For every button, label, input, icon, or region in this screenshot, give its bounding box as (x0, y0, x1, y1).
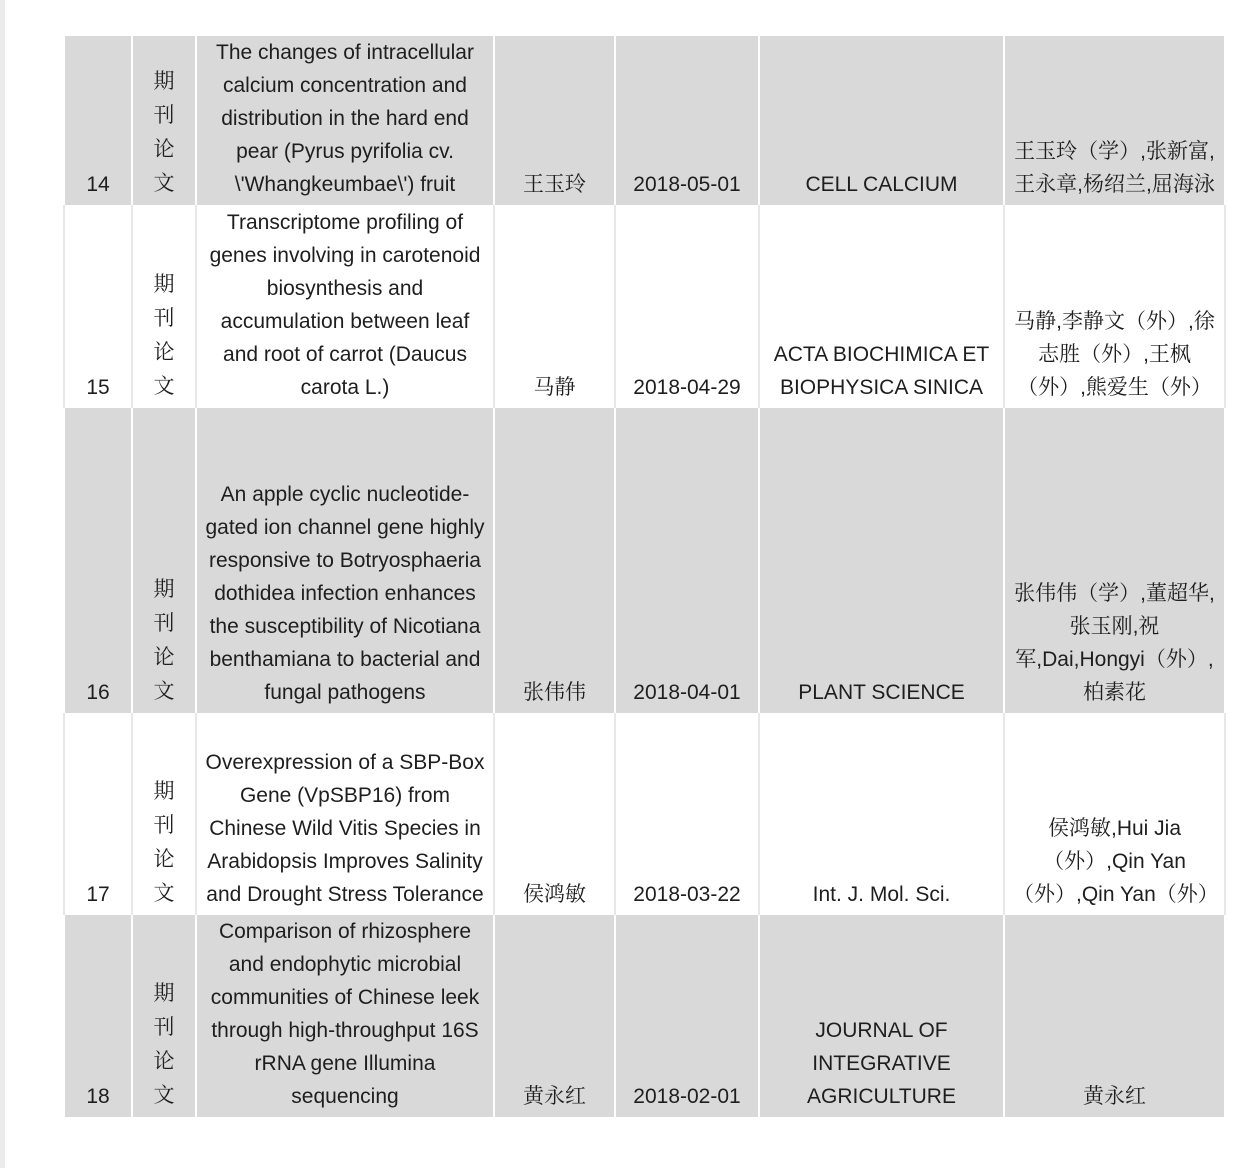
publication-type-label: 期刊论文 (153, 780, 175, 905)
first-author-cell: 张伟伟 (494, 408, 615, 713)
first-author-cell: 王玉玲 (494, 36, 615, 205)
first-author-cell: 侯鸿敏 (494, 713, 615, 915)
publications-table-body (64, 36, 1225, 1117)
journal-name-cell: JOURNAL OF INTEGRATIVE AGRICULTURE (759, 915, 1004, 1117)
publication-type-label: 期刊论文 (153, 982, 175, 1107)
journal-name-cell: CELL CALCIUM (759, 36, 1004, 205)
publication-type-cell (132, 36, 196, 205)
publication-date-cell: 2018-02-01 (615, 915, 759, 1117)
row-number-cell: 18 (64, 915, 132, 1117)
authors-list-cell: 黄永红 (1004, 915, 1225, 1117)
publication-type-cell (132, 915, 196, 1117)
row-number-cell: 15 (64, 205, 132, 408)
publication-date-cell: 2018-04-29 (615, 205, 759, 408)
publication-title-cell: An apple cyclic nucleotide-gated ion channel gene highly responsive to Botryosphaeria dothidea infection enhances the susceptibility of Nicotiana benthamiana to bacterial and fungal pathogens (196, 408, 494, 713)
publication-title-cell: The changes of intracellular calcium concentration and distribution in the hard end pear (Pyrus pyrifolia cv. \'Whangkeumbae\') fruit (196, 36, 494, 205)
authors-list-cell: 王玉玲（学）,张新富,王永章,杨绍兰,屈海泳 (1004, 36, 1225, 205)
publication-type-cell (132, 205, 196, 408)
publication-title-cell: Transcriptome profiling of genes involving in carotenoid biosynthesis and accumulation between leaf and root of carrot (Daucus carota L.) (196, 205, 494, 408)
publication-type-label: 期刊论文 (153, 273, 175, 398)
publication-type-cell (132, 408, 196, 713)
table-row (64, 713, 1225, 915)
publication-type-label: 期刊论文 (153, 70, 175, 195)
journal-name-cell: Int. J. Mol. Sci. (759, 713, 1004, 915)
row-number-cell: 14 (64, 36, 132, 205)
authors-list-cell: 侯鸿敏,Hui Jia（外）,Qin Yan（外）,Qin Yan（外） (1004, 713, 1225, 915)
table-row (64, 408, 1225, 713)
publications-table (63, 36, 1226, 1117)
authors-list-cell: 马静,李静文（外）,徐志胜（外）,王枫（外）,熊爱生（外） (1004, 205, 1225, 408)
publication-date-cell: 2018-04-01 (615, 408, 759, 713)
authors-list-cell: 张伟伟（学）,董超华,张玉刚,祝军,Dai,Hongyi（外）,柏素花 (1004, 408, 1225, 713)
first-author-cell: 马静 (494, 205, 615, 408)
publications-table-wrap (63, 36, 1224, 1117)
table-row (64, 36, 1225, 205)
row-number-cell: 17 (64, 713, 132, 915)
journal-name-cell: ACTA BIOCHIMICA ET BIOPHYSICA SINICA (759, 205, 1004, 408)
publication-type-label: 期刊论文 (153, 578, 175, 703)
journal-name-cell: PLANT SCIENCE (759, 408, 1004, 713)
publication-title-cell: Overexpression of a SBP-Box Gene (VpSBP16) from Chinese Wild Vitis Species in Arabidopsis Improves Salinity and Drought Stress Tolerance (196, 713, 494, 915)
publication-title-cell: Comparison of rhizosphere and endophytic microbial communities of Chinese leek through high-throughput 16S rRNA gene Illumina sequencing (196, 915, 494, 1117)
table-row (64, 915, 1225, 1117)
publication-date-cell: 2018-05-01 (615, 36, 759, 205)
page-edge-strip (0, 0, 5, 1168)
publication-date-cell: 2018-03-22 (615, 713, 759, 915)
row-number-cell: 16 (64, 408, 132, 713)
first-author-cell: 黄永红 (494, 915, 615, 1117)
table-row (64, 205, 1225, 408)
publication-type-cell (132, 713, 196, 915)
